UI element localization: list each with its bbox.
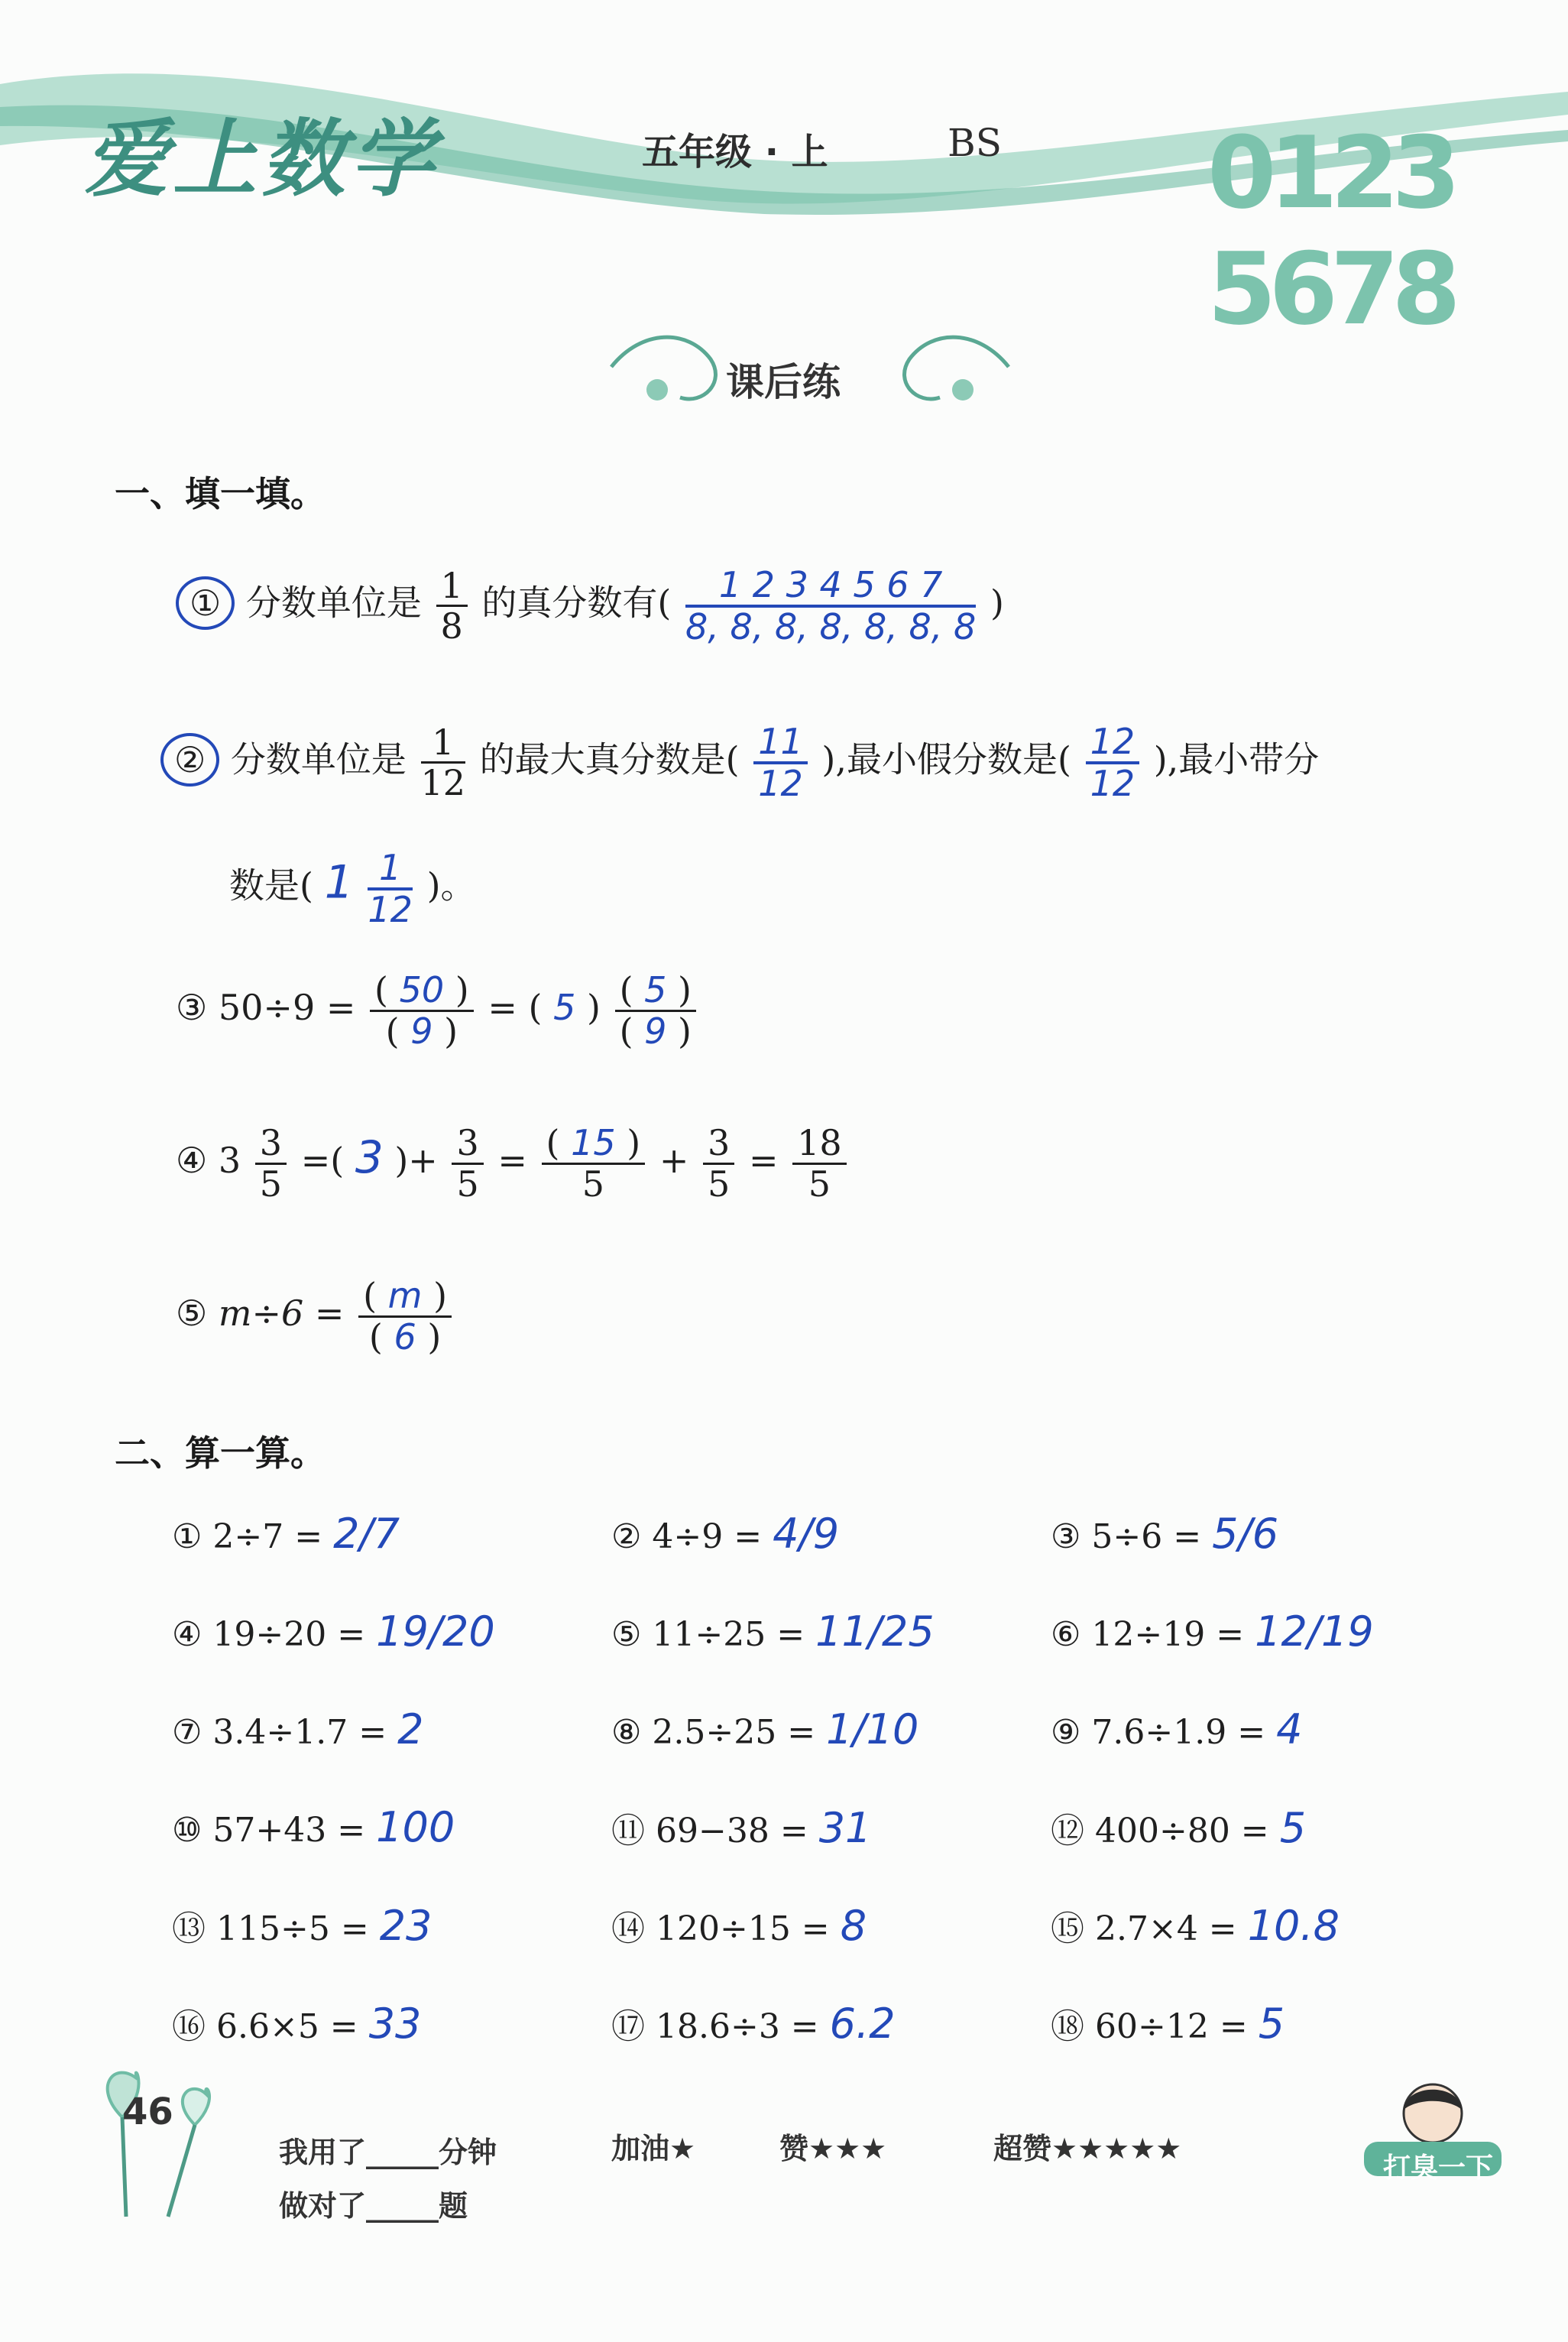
q4-whole: 3 — [218, 1140, 241, 1182]
q2-answer-3-fraction[interactable] — [368, 848, 413, 929]
calc-answer[interactable]: 2 — [397, 1705, 424, 1753]
calc-item — [1051, 1705, 1302, 1753]
rating-good: 赞★★★ — [779, 2132, 887, 2165]
answer-denominator[interactable]: 6 — [394, 1315, 416, 1358]
heart-balloons-icon — [92, 2064, 245, 2232]
fraction-denominator: 12 — [758, 762, 803, 804]
fraction-numerator: 3 — [703, 1124, 734, 1165]
calc-item — [611, 1999, 896, 2048]
answer-numerator[interactable]: 50 — [399, 969, 445, 1010]
calc-answer[interactable]: 33 — [368, 2000, 422, 2048]
fraction-denominator: 5 — [259, 1163, 283, 1205]
fraction-numerator: 11 — [753, 722, 808, 764]
calc-answer[interactable]: 19/20 — [376, 1607, 495, 1656]
correct-count: 做对了_____题 — [279, 2189, 468, 2223]
number-art: 0123 5678 — [1207, 115, 1453, 347]
calc-answer[interactable]: 5 — [1279, 1804, 1307, 1852]
q1-mid: 的真分数有( — [481, 582, 672, 624]
part2-heading: 二、算一算。 — [115, 1432, 326, 1474]
calc-item — [611, 1803, 871, 1852]
time-used: 我用了_____分钟 — [279, 2136, 497, 2169]
q2-prefix: 分数单位是 — [230, 738, 407, 780]
q2-mid2: ),最小假分数是( — [821, 738, 1071, 780]
calc-expression: ⑮ 2.7×4 = — [1051, 1909, 1237, 1948]
fraction-denominator: 8 — [440, 605, 463, 647]
q2-answer-3-whole[interactable]: 1 — [324, 855, 354, 910]
question-5 — [176, 1276, 455, 1356]
question-number: ② — [160, 733, 219, 787]
calc-item — [172, 1607, 495, 1656]
fraction-denominator: 12 — [368, 888, 413, 930]
fraction-denominator: 5 — [456, 1163, 479, 1205]
fraction-numerator: 12 — [1086, 722, 1140, 764]
answer-denominator[interactable]: 9 — [644, 1010, 667, 1052]
answer-denominators: 8, 8, 8, 8, 8, 8, 8 — [685, 605, 977, 647]
calc-expression: ② 4÷9 = — [611, 1517, 763, 1556]
calc-item — [611, 1705, 918, 1753]
calc-expression: ⑦ 3.4÷1.7 = — [172, 1713, 387, 1752]
answer-numerator[interactable]: m — [387, 1275, 423, 1316]
fraction-numerator: 18 — [792, 1124, 847, 1165]
q1-answer[interactable] — [685, 566, 976, 646]
calc-expression: ④ 19÷20 = — [172, 1615, 366, 1654]
calc-item — [172, 1510, 400, 1558]
grade-label: 五年级 · 上 — [642, 131, 828, 174]
question-number: ③ — [176, 987, 208, 1029]
calc-expression: ① 2÷7 = — [172, 1517, 323, 1556]
answer-denominator[interactable]: 9 — [410, 1010, 433, 1052]
calc-expression: ⑫ 400÷80 = — [1051, 1812, 1269, 1851]
q3-expr: 50÷9 = — [218, 987, 356, 1029]
fraction-numerator: 3 — [255, 1124, 287, 1165]
calc-expression: ⑤ 11÷25 = — [611, 1615, 805, 1654]
q4-fraction-3: $\frac{( 15 )}{5}$ — [542, 1124, 646, 1203]
section-title: 课后练 — [726, 360, 841, 404]
question-2-line2 — [229, 848, 476, 929]
calc-item — [611, 1901, 867, 1950]
q2-answer-1[interactable] — [753, 722, 808, 803]
question-4: ④ 3 $\frac{3}{5}$ =( 3 )+ $\frac{3}{5}$ = $\frac{( 15 )}{5}$ + $\frac{3}{5}$ = $\frac{18}{5}$ — [176, 1124, 850, 1203]
calc-answer[interactable]: 5 — [1258, 2000, 1285, 2048]
q4-result — [792, 1124, 847, 1203]
q2-line2-suffix: )。 — [426, 864, 476, 907]
q1-close: ) — [990, 582, 1004, 624]
fraction-denominator: 5 — [582, 1163, 605, 1205]
fraction-denominator: 5 — [708, 1163, 731, 1205]
q4-fraction-4 — [703, 1124, 734, 1203]
calc-item — [611, 1607, 935, 1656]
q4-fraction-2 — [452, 1124, 483, 1203]
q4-answer-1[interactable]: 3 — [355, 1131, 384, 1184]
calc-answer[interactable]: 4 — [1276, 1705, 1303, 1753]
question-number: ⑤ — [176, 1293, 208, 1335]
q4-fraction-1 — [255, 1124, 287, 1203]
q3-fraction-1: $\frac{( 50 )}{( 9 )}$ — [370, 971, 474, 1050]
calc-expression: ③ 5÷6 = — [1051, 1517, 1202, 1556]
q5-expr: m÷6 = — [218, 1293, 345, 1335]
calc-expression: ⑨ 7.6÷1.9 = — [1051, 1713, 1266, 1752]
calc-expression: ⑩ 57+43 = — [172, 1811, 366, 1850]
calc-item — [1051, 1803, 1306, 1852]
calc-item — [172, 1705, 423, 1753]
calc-expression: ⑥ 12÷19 = — [1051, 1615, 1245, 1654]
q4-eq: =( — [300, 1140, 345, 1182]
q2-mid: 的最大真分数是( — [479, 738, 740, 780]
part1-heading: 一、填一填。 — [115, 473, 326, 514]
calc-expression: ⑱ 60÷12 = — [1051, 2007, 1248, 2046]
page-header — [0, 0, 1568, 347]
calc-expression: ⑪ 69−38 = — [611, 1812, 808, 1851]
calc-answer[interactable]: 31 — [818, 1804, 872, 1852]
calc-expression: ⑧ 2.5÷25 = — [611, 1713, 816, 1752]
q2-line2-prefix: 数是( — [229, 864, 313, 907]
calc-expression: ⑭ 120÷15 = — [611, 1909, 830, 1948]
answer-numerator[interactable]: 15 — [571, 1122, 616, 1163]
calc-expression: ⑰ 18.6÷3 = — [611, 2007, 819, 2046]
calc-answer[interactable]: 2/7 — [333, 1510, 400, 1558]
question-number: ① — [176, 576, 235, 630]
q4-eq2: = — [497, 1140, 527, 1182]
badge-label: 打臭一下 — [1383, 2152, 1494, 2184]
calc-answer[interactable]: 12/19 — [1255, 1607, 1374, 1656]
logo: 爱上数学 — [84, 109, 439, 208]
q1-unit-fraction — [436, 566, 468, 646]
rating-keep-going: 加油★ — [611, 2132, 696, 2165]
calc-item — [172, 1999, 421, 2048]
q5-fraction: $\frac{( m )}{( 6 )}$ — [358, 1276, 452, 1356]
calc-item — [1051, 1901, 1340, 1950]
answer-numerator[interactable]: 5 — [644, 969, 667, 1010]
q2-answer-2[interactable] — [1086, 722, 1140, 803]
calc-expression: ⑯ 6.6×5 = — [172, 2007, 358, 2046]
q4-plus: )+ — [394, 1140, 438, 1182]
answer-numerators: 1 2 3 4 5 6 7 — [685, 566, 976, 608]
calc-expression: ⑬ 115÷5 = — [172, 1909, 369, 1948]
calc-answer[interactable]: 23 — [379, 1902, 432, 1950]
calc-item — [172, 1803, 455, 1851]
q2-unit-fraction — [421, 723, 466, 803]
edition-label: BS — [948, 121, 1002, 165]
calc-answer[interactable]: 100 — [376, 1803, 455, 1851]
calc-item — [1051, 1999, 1285, 2048]
fraction-numerator: 1 — [436, 566, 468, 608]
question-2 — [160, 722, 1319, 803]
calc-answer[interactable]: 4/9 — [773, 1510, 840, 1558]
fraction-denominator: 12 — [1090, 762, 1136, 804]
calc-answer[interactable]: 1/10 — [826, 1705, 919, 1753]
calc-answer[interactable]: 8 — [840, 1902, 867, 1950]
fraction-denominator: 5 — [808, 1163, 831, 1205]
fraction-numerator: 1 — [368, 848, 413, 890]
calc-answer[interactable]: 5/6 — [1212, 1510, 1279, 1558]
fraction-numerator: 3 — [452, 1124, 483, 1165]
calc-answer[interactable]: 6.2 — [829, 2000, 896, 2048]
calc-answer[interactable]: 10.8 — [1247, 1902, 1340, 1950]
question-1 — [176, 566, 1004, 646]
calc-item — [611, 1510, 839, 1558]
calc-item — [172, 1901, 432, 1950]
calc-answer[interactable]: 11/25 — [815, 1607, 935, 1656]
calc-item — [1051, 1607, 1374, 1656]
page-number: 46 — [122, 2091, 173, 2133]
q2-mid3: ),最小带分 — [1153, 738, 1320, 780]
question-number: ④ — [176, 1140, 208, 1182]
q3-whole-answer[interactable]: 5 — [553, 987, 576, 1029]
fraction-denominator: 12 — [420, 762, 466, 804]
question-3: ③ 50÷9 = $\frac{( 50 )}{( 9 )}$ = ( 5 ) $\frac{( 5 )}{( 9 )}$ — [176, 971, 699, 1050]
rating-great: 超赞★★★★★ — [993, 2132, 1182, 2165]
q3-fraction-2: $\frac{( 5 )}{( 9 )}$ — [615, 971, 696, 1050]
fraction-numerator: 1 — [421, 723, 466, 764]
calc-item — [1051, 1510, 1278, 1558]
q1-prefix: 分数单位是 — [245, 582, 422, 624]
q3-eq: = — [488, 987, 517, 1029]
